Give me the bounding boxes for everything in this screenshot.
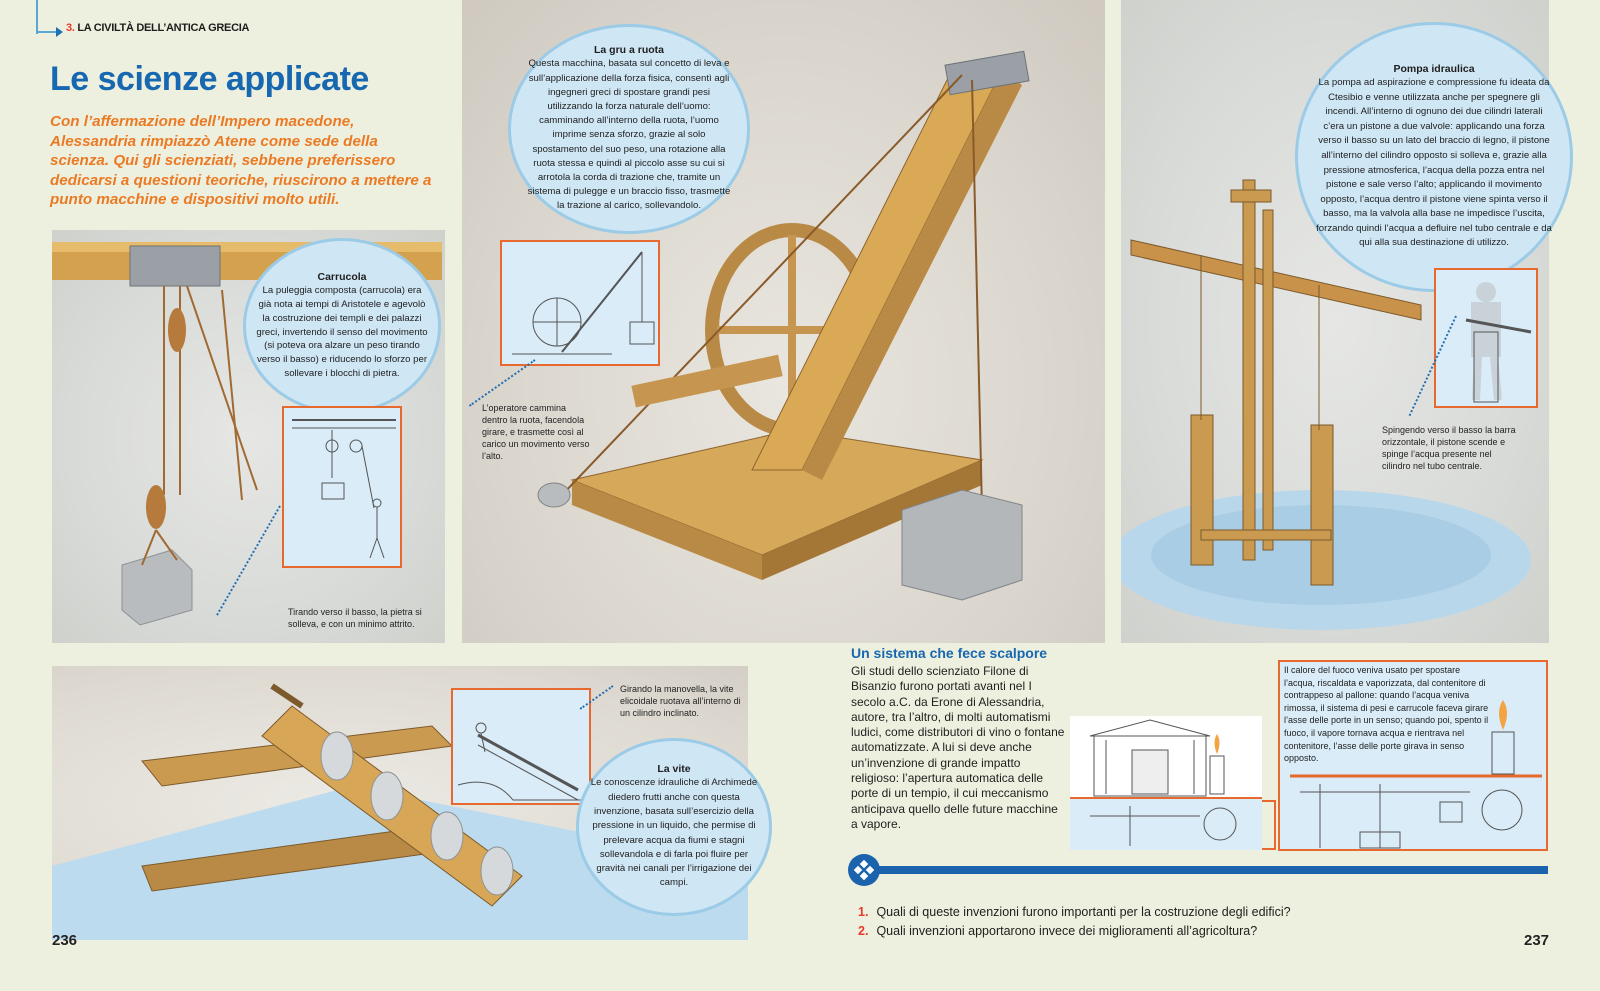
temple-drawing xyxy=(1070,716,1262,850)
question-2 xyxy=(858,924,1257,938)
pompa-title: Pompa idraulica xyxy=(1393,62,1475,75)
gru-diagram xyxy=(502,242,660,366)
vite-text: Le conoscenze idrauliche di Archimede diedero frutti anche con questa invenzione, basata sull’esercizio della pressione in un liquido, che permise di prelevare acqua da fiumi e stagni sollevandola e di farla poi fluire per gravità nei canali per l’irrigazione dei campi. xyxy=(590,777,758,889)
gru-title: La gru a ruota xyxy=(593,44,664,57)
question-2-text: Quali invenzioni apportarono invece dei miglioramenti all’agricoltura? xyxy=(876,924,1258,938)
page-number-left: 236 xyxy=(52,932,78,949)
chapter-number: 3. xyxy=(66,22,75,34)
page-tab-marker xyxy=(36,0,38,34)
pompa-bubble xyxy=(1295,22,1573,292)
sistema-inset xyxy=(1278,660,1548,851)
gru-inset xyxy=(500,240,660,366)
page-number-right: 237 xyxy=(1524,932,1550,949)
sistema-caption: Il calore del fuoco veniva usato per spostare l’acqua, riscaldata e vaporizzata, dal contenitore di contrappeso al pallone: quando l’acqua veniva rimossa, il sistema di pesi e carrucole faceva girare l’asse delle porte in un senso; quando poi, spento il fuoco, il vapore tornava acqua e rientrava nel contenitore, l’asse delle porte girava in senso opposto. xyxy=(1284,665,1489,764)
carrucola-title: Carrucola xyxy=(317,271,367,284)
pompa-text: La pompa ad aspirazione e compressione fu ideata da Ctesibio e venne utilizzata anche per spegnere gli incendi. All’interno di ognuno dei due cilindri laterali c’era un pistone a due valvole: applicando una forza verso il basso su un lato del braccio di legno, il pistone all’interno del cilindro opposto si solleva e, grazie alla pressione atmosferica, l’acqua della pozza entra nel pistone e sale verso l’alto; applicando il movimento opposto, l’acqua dentro il pistone viene spinta verso il basso, ma la valvola alla base ne impedisce l’uscita, forzando quindi l’acqua a defluire nel tubo centrale e da qui alla sua destinazione di utilizzo. xyxy=(1316,76,1552,249)
pompa-diagram xyxy=(1436,270,1538,408)
vite-inset xyxy=(451,688,591,805)
question-1-text: Quali di queste invenzioni furono importanti per la costruzione degli edifici? xyxy=(876,905,1291,919)
vite-caption: Girando la manovella, la vite elicoidale ruotava all’interno di un cilindro inclinato. xyxy=(620,684,741,718)
temple-diagram xyxy=(1070,716,1262,850)
pompa-inset xyxy=(1434,268,1538,408)
carrucola-diagram xyxy=(284,408,402,568)
carrucola-text: La puleggia composta (carrucola) era già nota ai tempi di Aristotele e agevolò la costruzione dei templi e dei palazzi greci, invertendo il senso del movimento (si poteva ora alzare un peso tirando verso il basso) e riducendo lo sforzo per sollevare i blocchi di pietra. xyxy=(256,285,428,379)
sistema-text: Gli studi dello scienziato Filone di Bisanzio furono portati avanti nel I secolo a.C. da Erone di Alessandria, autore, tra l’altro, di molti automatismi ludici, come distributori di vino o fontane automatizzate. A lui si deve anche un’invenzione di grande impatto religioso: l’apertura automatica delle porte di un tempio, il cui meccanismo anticipava quello delle future macchine a vapore. xyxy=(851,664,1065,831)
gru-bubble xyxy=(508,24,750,234)
question-1 xyxy=(858,905,1291,919)
questions-diamond-icon xyxy=(848,854,880,886)
questions-bar xyxy=(862,866,1548,874)
question-1-number: 1. xyxy=(858,905,869,919)
chapter-title: LA CIVILTÀ DELL’ANTICA GRECIA xyxy=(77,22,250,34)
sistema-title: Un sistema che fece scalpore xyxy=(851,645,1048,661)
intro-paragraph: Con l’affermazione dell’Impero macedone, Alessandria rimpiazzò Atene come sede della scienza. Qui gli scienziati, sebbene preferissero dedicarsi a questioni teoriche, riuscirono a mettere a punto macchine e dispositivi molto utili. xyxy=(50,113,432,208)
vite-title: La vite xyxy=(657,763,691,776)
carrucola-inset xyxy=(282,406,402,568)
vite-diagram xyxy=(453,690,591,805)
chapter-header xyxy=(66,22,249,34)
page-tab-arrow-icon xyxy=(56,27,63,37)
page-title: Le scienze applicate xyxy=(50,60,369,98)
carrucola-caption: Tirando verso il basso, la pietra si solleva, e con un minimo attrito. xyxy=(288,607,422,629)
carrucola-bubble xyxy=(243,238,441,414)
temple-bracket xyxy=(1262,800,1276,850)
gru-caption: L’operatore cammina dentro la ruota, facendola girare, e trasmette così al carico un movimento verso l’alto. xyxy=(482,403,590,461)
sistema-diagram xyxy=(1280,662,1548,851)
question-2-number: 2. xyxy=(858,924,869,938)
vite-bubble xyxy=(576,738,772,916)
gru-text: Questa macchina, basata sul concetto di leva e sull’applicazione della forza fisica, consentì agli ingegneri greci di spostare grandi pesi utilizzando la forza naturale dell’uomo: camminando all’interno della ruota, l’uomo imprime senza sforzo, grazie al solo spostamento del suo peso, una rotazione alla ruota stessa e quindi al piccolo asse su cui si arrotola la corda di trazione che, tramite un sistema di pulegge e un braccio fisso, trasmette la trazione al carico, sollevandolo. xyxy=(527,58,731,212)
pompa-caption: Spingendo verso il basso la barra orizzontale, il pistone scende e spinge l’acqua presente nel cilindro nel tubo centrale. xyxy=(1382,425,1516,471)
